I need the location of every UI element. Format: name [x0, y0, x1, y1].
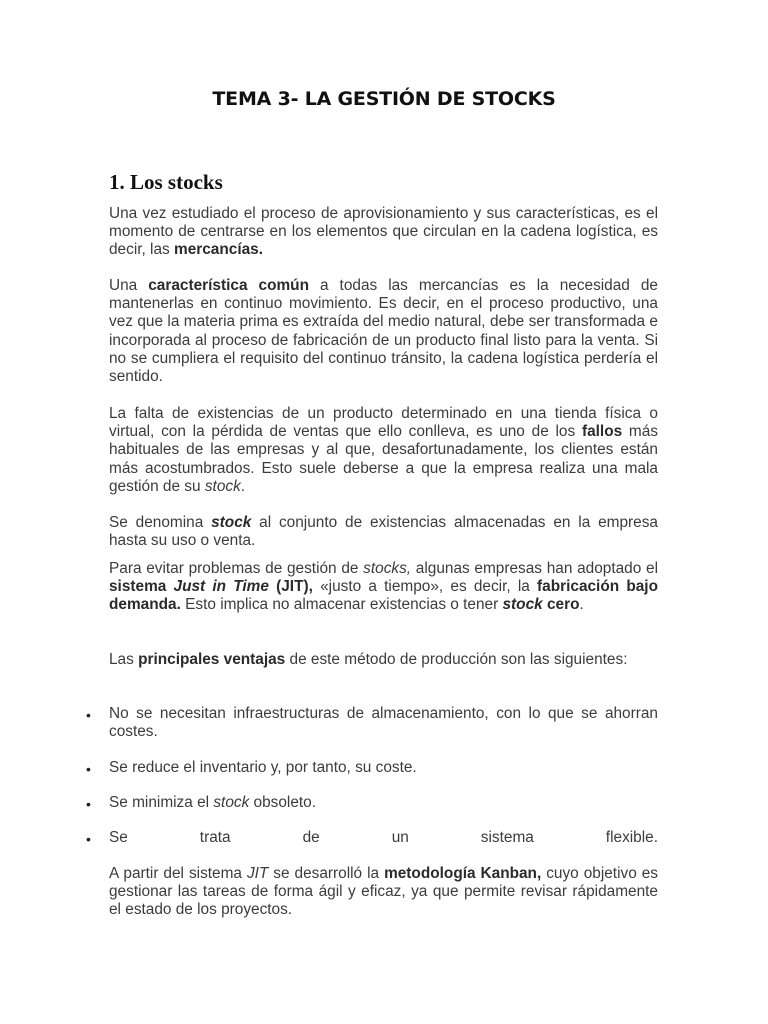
p3-text-post: .	[240, 477, 246, 495]
p5-bold-fabricacion: fabricación bajo demanda.	[109, 578, 658, 614]
b3-text-post: obsoleto.	[249, 794, 317, 811]
p4-bolditalic: stock	[211, 514, 252, 531]
p5-text-a: Para evitar problemas de gestión de	[109, 560, 364, 577]
p7-text-post: cuyo objetivo es gestionar las tareas de forma ágil y eficaz, ya que permite revisar rápidamente el estado de los proyectos.	[109, 865, 658, 919]
p5-text-i: Esto implica no almacenar existencias o tener	[180, 596, 503, 614]
p5-text-l: .	[579, 596, 584, 614]
list-item-3	[109, 794, 658, 812]
p3-italic: stock	[204, 477, 241, 495]
b3-italic: stock	[213, 794, 250, 811]
p3-text-mid: más habituales de las empresas y al que, desafortunadamente, los clientes están más acostumbrados. Esto suele deberse a que la empresa realiza una mala gestión de su	[109, 423, 658, 495]
p5-text-g: «justo a tiempo», es decir, la	[312, 578, 538, 596]
p5-bold-cero: cero	[542, 596, 580, 614]
p5-bolditalic-jit: Just in Time	[173, 578, 269, 596]
p3-text-pre: La falta de existencias de un producto determinado en una tienda física o virtual, con la pérdida de ventas que ello conlleva, es uno de los	[109, 405, 658, 441]
paragraph-7	[109, 865, 658, 920]
p5-bolditalic-stock: stock	[502, 596, 543, 614]
b3-text-pre: Se minimiza el	[109, 794, 214, 811]
p2-bold: característica común	[148, 277, 309, 294]
p1-bold: mercancías.	[174, 241, 264, 259]
list-item-2: Se reduce el inventario y, por tanto, su coste.	[109, 759, 417, 776]
p6-text-pre: Las	[109, 651, 139, 668]
p5-italic-stocks: stocks,	[363, 560, 412, 577]
list-item-4: Se trata de un sistema flexible.	[109, 829, 658, 846]
p7-bold: metodología Kanban,	[384, 865, 542, 882]
paragraph-4	[109, 514, 658, 550]
p2-text-pre: Una	[109, 277, 149, 294]
bullet-marker-4: •	[86, 831, 91, 847]
paragraph-1	[109, 205, 658, 260]
p5-text-c: algunas empresas han adoptado el	[411, 560, 658, 577]
p5-bold-sistema: sistema	[109, 578, 174, 596]
bullet-marker-2: •	[86, 761, 91, 777]
p7-text-pre: A partir del sistema	[109, 865, 247, 882]
paragraph-2	[109, 277, 658, 386]
bullet-marker-3: •	[86, 796, 91, 812]
p4-text-pre: Se denomina	[109, 514, 212, 531]
p5-bold-jit-abbr: (JIT),	[268, 578, 313, 596]
p4-text-post: al conjunto de existencias almacenadas en la empresa hasta su uso o venta.	[109, 514, 658, 550]
bullet-marker-1: •	[86, 707, 91, 723]
paragraph-5	[109, 560, 658, 615]
paragraph-3	[109, 405, 658, 496]
document-title: TEMA 3- LA GESTIÓN DE STOCKS	[212, 88, 556, 110]
p2-text-post: a todas las mercancías es la necesidad de mantenerlas en continuo movimiento. Es decir, en el proceso productivo, una vez que la materia prima es extraída del medio natural, debe ser transformada e incorporada al proceso de fabricación de un producto final listo para la venta. Si no se cumpliera el requisito del continuo tránsito, la cadena logística perdería el sentido.	[109, 277, 658, 386]
p6-text-post: de este método de producción son las siguientes:	[285, 651, 628, 668]
p7-italic: JIT	[246, 865, 269, 882]
paragraph-6	[109, 651, 658, 669]
list-item-1: No se necesitan infraestructuras de almacenamiento, con lo que se ahorran costes.	[109, 705, 658, 741]
p1-text: Una vez estudiado el proceso de aprovisionamiento y sus características, es el momento de centrarse en los elementos que circulan en la cadena logística, es decir, las	[109, 205, 658, 259]
p6-bold: principales ventajas	[138, 651, 286, 668]
p3-bold: fallos	[581, 423, 623, 441]
p7-text-mid: se desarrolló la	[268, 865, 385, 882]
section-heading: 1. Los stocks	[109, 170, 223, 194]
